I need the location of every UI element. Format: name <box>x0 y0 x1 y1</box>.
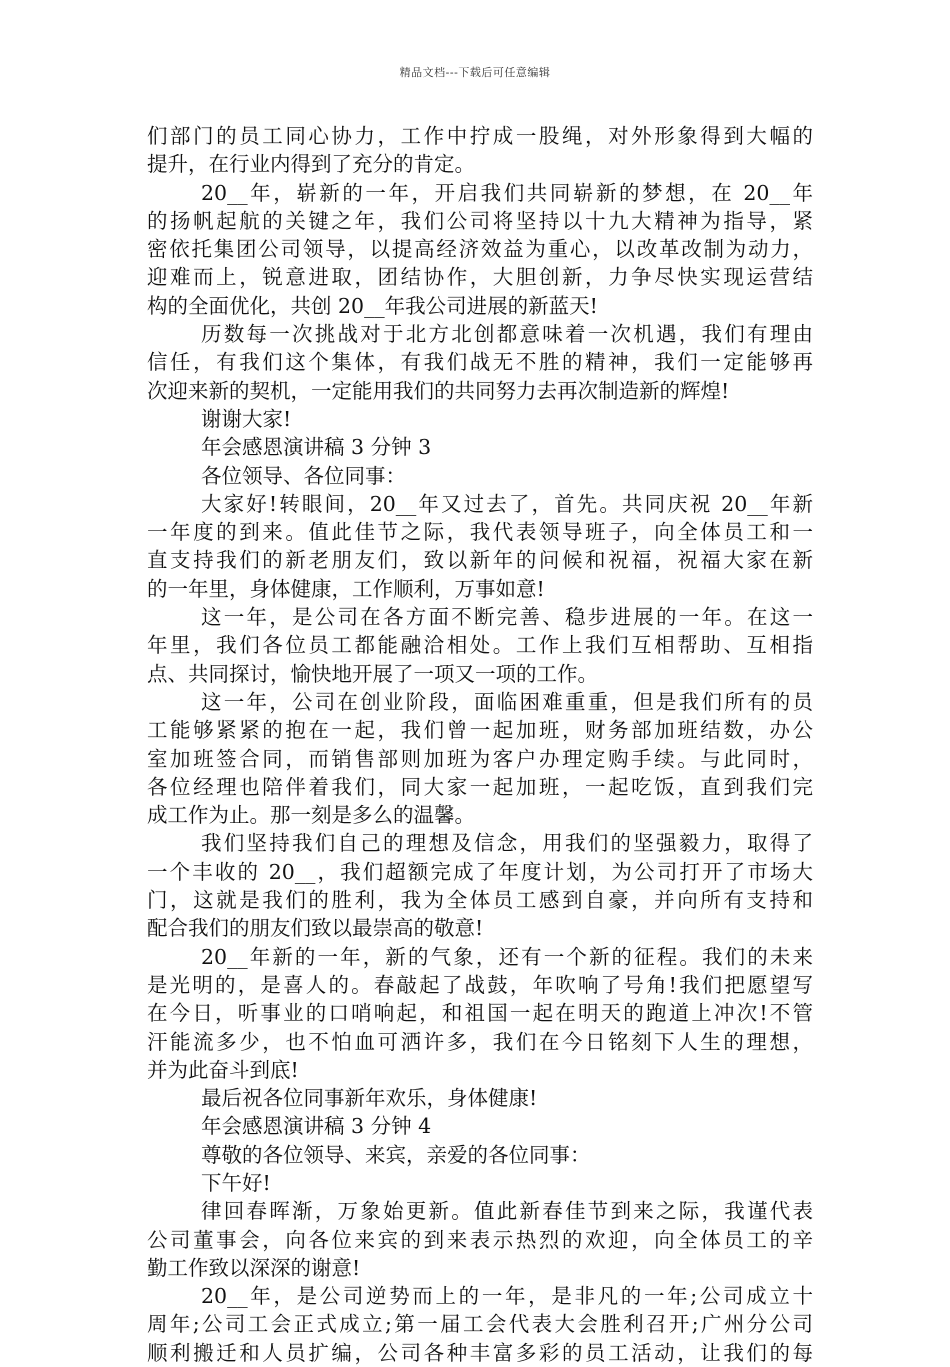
text-line: 信任，有我们这个集体，有我们战无不胜的精神，我们一定能够再 <box>147 350 813 375</box>
text-line: 是光明的，是喜人的。春敲起了战鼓，年吹响了号角!我们把愿望写 <box>147 972 813 997</box>
text-line: 汗能流多少，也不怕血可洒许多，我们在今日铭刻下人生的理想， <box>147 1029 813 1054</box>
text-line: 20__年新的一年，新的气象，还有一个新的征程。我们的未来 <box>201 944 813 969</box>
text-line: 周年;公司工会正式成立;第一届工会代表大会胜利召开;广州分公司 <box>147 1312 813 1337</box>
text-line: 公司董事会，向各位来宾的到来表示热烈的欢迎，向全体员工的辛 <box>147 1227 813 1252</box>
text-line: 20__年，是公司逆势而上的一年，是非凡的一年;公司成立十 <box>201 1284 813 1309</box>
text-line: 室加班签合同，而销售部则加班为客户办理定购手续。与此同时， <box>147 746 813 771</box>
text-line: 的扬帆起航的关键之年，我们公司将坚持以十九大精神为指导，紧 <box>147 208 813 233</box>
text-line: 勤工作致以深深的谢意! <box>147 1255 361 1280</box>
text-line: 们部门的员工同心协力，工作中拧成一股绳，对外形象得到大幅的 <box>147 124 813 148</box>
text-line: 历数每一次挑战对于北方北创都意味着一次机遇，我们有理由 <box>201 322 813 347</box>
text-line: 配合我们的朋友们致以最崇高的敬意! <box>147 916 484 941</box>
text-line: 顺利搬迁和人员扩编，公司各种丰富多彩的员工活动，让我们的每 <box>147 1340 813 1365</box>
document-header: 精品文档---下载后可任意编辑 <box>399 66 551 79</box>
text-line: 大家好!转眼间，20__年又过去了，首先。共同庆祝 20__年新 <box>201 491 813 516</box>
text-line: 一年度的到来。值此佳节之际，我代表领导班子，向全体员工和一 <box>147 520 813 545</box>
text-line: 的一年里，身体健康，工作顺利，万事如意! <box>147 576 545 601</box>
text-line: 年里，我们各位员工都能融洽相处。工作上我们互相帮助、互相指 <box>147 633 813 658</box>
text-line: 密依托集团公司领导，以提高经济效益为重心，以改革改制为动力， <box>147 237 813 262</box>
text-line: 次迎来新的契机，一定能用我们的共同努力去再次制造新的辉煌! <box>147 378 730 403</box>
text-line: 一个丰收的 20__，我们超额完成了年度计划，为公司打开了市场大 <box>147 859 813 884</box>
text-line: 尊敬的各位领导、来宾，亲爱的各位同事： <box>201 1142 591 1167</box>
text-line: 下午好! <box>201 1170 271 1195</box>
text-line: 各位领导、各位同事： <box>201 463 406 488</box>
text-line: 直支持我们的新老朋友们，致以新年的问候和祝福，祝福大家在新 <box>147 548 813 573</box>
text-line: 这一年，公司在创业阶段，面临困难重重，但是我们所有的员 <box>201 689 813 714</box>
document-body <box>147 122 813 1367</box>
text-line: 在今日，听事业的口哨响起，和祖国一起在明天的跑道上冲次!不管 <box>147 1001 813 1026</box>
text-line: 谢谢大家! <box>201 406 292 431</box>
text-line: 各位经理也陪伴着我们，同大家一起加班，一起吃饭，直到我们完 <box>147 774 813 799</box>
text-line: 工能够紧紧的抱在一起，我们曾一起加班，财务部加班结数，办公 <box>147 718 813 743</box>
text-line: 构的全面优化，共创 20__年我公司进展的新蓝天! <box>147 293 598 318</box>
text-line: 我们坚持我们自己的理想及信念，用我们的坚强毅力，取得了 <box>201 831 813 856</box>
text-line: 成工作为止。那一刻是多么的温馨。 <box>147 803 475 828</box>
text-line: 提升，在行业内得到了充分的肯定。 <box>147 152 475 177</box>
text-line: 最后祝各位同事新年欢乐，身体健康! <box>201 1086 538 1111</box>
text-line: 迎难而上，锐意进取，团结协作，大胆创新，力争尽快实现运营结 <box>147 265 813 290</box>
text-line: 并为此奋斗到底! <box>147 1057 299 1082</box>
text-line: 这一年，是公司在各方面不断完善、稳步进展的一年。在这一 <box>201 605 813 630</box>
text-line: 年会感恩演讲稿 3 分钟 3 <box>201 435 432 460</box>
text-line: 门，这就是我们的胜利，我为全体员工感到自豪，并向所有支持和 <box>147 888 813 913</box>
text-line: 律回春晖渐，万象始更新。值此新春佳节到来之际，我谨代表 <box>201 1199 813 1224</box>
text-line: 20__年，崭新的一年，开启我们共同崭新的梦想，在 20__年 <box>201 180 813 205</box>
text-line: 年会感恩演讲稿 3 分钟 4 <box>201 1114 432 1139</box>
text-line: 点、共同探讨，愉快地开展了一项又一项的工作。 <box>147 661 598 686</box>
